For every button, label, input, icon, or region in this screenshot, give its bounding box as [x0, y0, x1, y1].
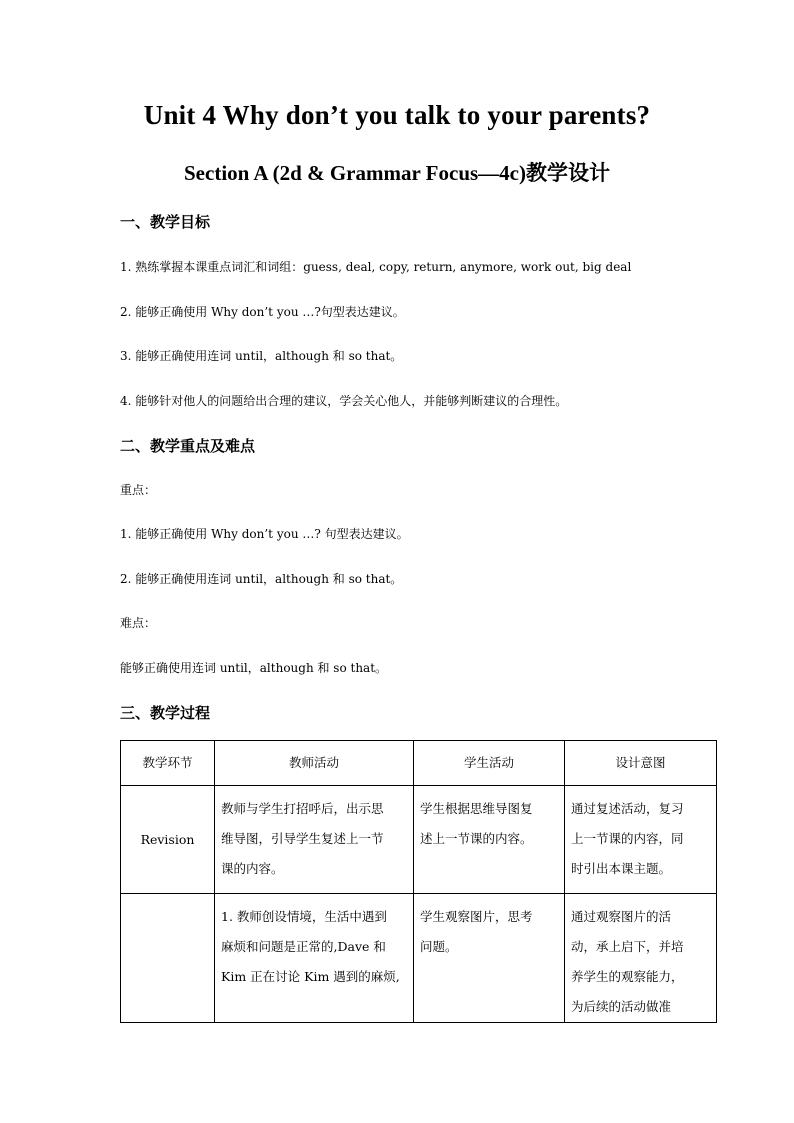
document-title: Unit 4 Why don’t you talk to your parents?	[143, 100, 651, 130]
table-cell-stage	[121, 894, 215, 1023]
process-table	[120, 740, 717, 1023]
difficulty-text: 能够正确使用连词 until，although 和 so that。	[120, 661, 388, 675]
table-header-teacher: 教师活动	[215, 741, 414, 786]
goal-item-4: 4. 能够针对他人的问题给出合理的建议，学会关心他人，并能够判断建议的合理性。	[120, 394, 568, 408]
table-cell-student	[414, 894, 565, 1023]
cell-line: 问题。	[420, 939, 458, 954]
section-heading-keypoints: 二、教学重点及难点	[120, 437, 256, 455]
table-cell-intent	[565, 786, 717, 894]
cell-line: 述上一节课的内容。	[420, 831, 533, 846]
key-item-2: 2. 能够正确使用连词 until，although 和 so that。	[120, 572, 403, 586]
table-cell-stage: Revision	[121, 786, 215, 894]
cell-line: 教师与学生打招呼后，出示思	[221, 801, 384, 816]
key-item-1: 1. 能够正确使用 Why don’t you …? 句型表达建议。	[120, 527, 409, 541]
table-header-intent: 设计意图	[565, 741, 717, 786]
table-cell-student	[414, 786, 565, 894]
table-header-student: 学生活动	[414, 741, 565, 786]
key-label: 重点：	[120, 483, 157, 497]
cell-line: 通过复述活动，复习	[571, 801, 684, 816]
cell-line: 动，承上启下，并培	[571, 939, 684, 954]
table-header-row	[121, 741, 717, 786]
cell-line: 课的内容。	[221, 861, 284, 876]
table-cell-teacher	[215, 786, 414, 894]
cell-line: Kim 正在讨论 Kim 遇到的麻烦,	[221, 969, 400, 984]
goal-item-3: 3. 能够正确使用连词 until，although 和 so that。	[120, 349, 403, 363]
cell-line: 麻烦和问题是正常的,Dave 和	[221, 939, 386, 954]
document-subtitle: Section A (2d & Grammar Focus—4c)教学设计	[184, 161, 610, 185]
table-cell-intent	[565, 894, 717, 1023]
table-row	[121, 786, 717, 894]
cell-line: 通过观察图片的活	[571, 909, 672, 924]
cell-line: 时引出本课主题。	[571, 861, 672, 876]
cell-line: 维导图，引导学生复述上一节	[221, 831, 384, 846]
difficulty-label: 难点：	[120, 616, 157, 630]
section-heading-process: 三、教学过程	[120, 704, 211, 722]
table-row	[121, 894, 717, 1023]
cell-line: 为后续的活动做准	[571, 999, 672, 1014]
cell-line: 学生根据思维导图复	[420, 801, 533, 816]
goal-item-2: 2. 能够正确使用 Why don’t you …?句型表达建议。	[120, 305, 405, 319]
goal-item-1: 1. 熟练掌握本课重点词汇和词组：guess, deal, copy, return, anymore, work out, big deal	[120, 260, 632, 274]
table-cell-teacher	[215, 894, 414, 1023]
cell-line: 1. 教师创设情境，生活中遇到	[221, 909, 387, 924]
cell-line: 学生观察图片，思考	[420, 909, 533, 924]
cell-line: 养学生的观察能力，	[571, 969, 684, 984]
table-header-stage: 教学环节	[121, 741, 215, 786]
cell-line: 上一节课的内容，同	[571, 831, 684, 846]
section-heading-goals: 一、教学目标	[120, 213, 211, 231]
